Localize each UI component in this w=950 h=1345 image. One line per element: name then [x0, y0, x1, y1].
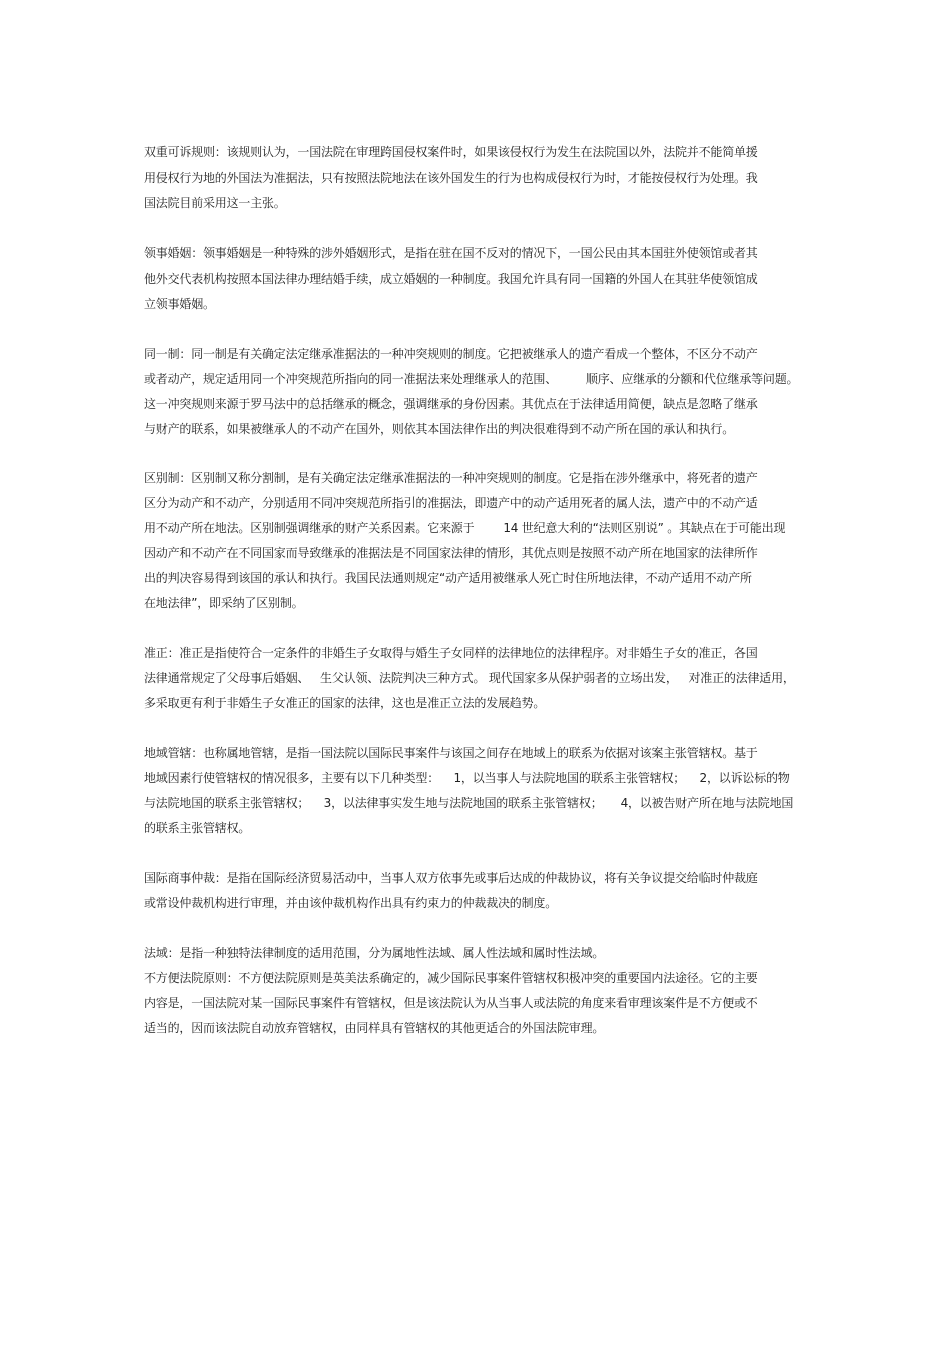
text-line: 用侵权行为地的外国法为准据法，只有按照法院地法在该外国发生的行为也构成侵权行为时，才能按侵权行为处理。我 — [144, 171, 758, 185]
text-line: 的联系主张管辖权。 — [144, 821, 251, 835]
text-line: 与财产的联系，如果被继承人的不动产在国外，则依其本国法律作出的判决很难得到不动产所在国的承认和执行。 — [144, 422, 735, 436]
text-line: 用不动产所在地法。区别制强调继承的财产关系因素。它来源于 14 世纪意大利的“法则区别说” 。其缺点在于可能出现 — [144, 521, 786, 535]
text-line: 或常设仲裁机构进行审理，并由该仲裁机构作出具有约束力的仲裁裁决的制度。 — [144, 896, 558, 910]
text-line: 国法院目前采用这一主张。 — [144, 196, 286, 210]
text-line: 或者动产，规定适用同一个冲突规范所指向的同一准据法来处理继承人的范围、 顺序、应继承的分额和代位继承等问题。 — [144, 372, 799, 386]
text-line: 区分为动产和不动产，分别适用不同冲突规范所指引的准据法，即遗产中的动产适用死者的属人法，遗产中的不动产适 — [144, 496, 758, 510]
text-line: 出的判决容易得到该国的承认和执行。我国民法通则规定“动产适用被继承人死亡时住所地法律，不动产适用不动产所 — [144, 571, 752, 585]
text-line: 国际商事仲裁：是指在国际经济贸易活动中，当事人双方依事先或事后达成的仲裁协议，将有关争议提交给临时仲裁庭 — [144, 871, 758, 885]
text-line: 在地法律”，即采纳了区别制。 — [144, 596, 304, 610]
text-line: 同一制：同一制是有关确定法定继承准据法的一种冲突规则的制度。它把被继承人的遗产看成一个整体，不区分不动产 — [144, 347, 758, 361]
text-line: 领事婚姻：领事婚姻是一种特殊的涉外婚姻形式，是指在驻在国不反对的情况下，一国公民由其本国驻外使领馆或者其 — [144, 246, 758, 260]
text-line: 因动产和不动产在不同国家而导致继承的准据法是不同国家法律的情形，其优点则是按照不动产所在地国家的法律所作 — [144, 546, 758, 560]
text-line: 立领事婚姻。 — [144, 297, 215, 311]
text-line: 这一冲突规则来源于罗马法中的总括继承的概念，强调继承的身份因素。其优点在于法律适用简便，缺点是忽略了继承 — [144, 397, 758, 411]
text-line: 区别制：区别制又称分割制，是有关确定法定继承准据法的一种冲突规则的制度。它是指在涉外继承中，将死者的遗产 — [144, 471, 758, 485]
text-line: 法律通常规定了父母事后婚姻、 生父认领、法院判决三种方式。 现代国家多从保护弱者的立场出发， 对准正的法律适用， — [144, 671, 795, 685]
text-line: 地域因素行使管辖权的情况很多，主要有以下几种类型： 1，以当事人与法院地国的联系主张管辖权； 2，以诉讼标的物 — [144, 771, 790, 785]
text-line: 法域：是指一种独特法律制度的适用范围，分为属地性法域、属人性法域和属时性法域。 — [144, 946, 605, 960]
text-line: 准正：准正是指使符合一定条件的非婚生子女取得与婚生子女同样的法律地位的法律程序。对非婚生子女的准正，各国 — [144, 646, 758, 660]
text-line: 多采取更有利于非婚生子女准正的国家的法律，这也是准正立法的发展趋势。 — [144, 696, 546, 710]
text-line: 地域管辖：也称属地管辖，是指一国法院以国际民事案件与该国之间存在地域上的联系为依据对该案主张管辖权。基于 — [144, 746, 758, 760]
text-line: 内容是，一国法院对某一国际民事案件有管辖权，但是该法院认为从当事人或法院的角度来看审理该案件是不方便或不 — [144, 996, 758, 1010]
text-line: 他外交代表机构按照本国法律办理结婚手续，成立婚姻的一种制度。我国允许具有同一国籍的外国人在其驻华使领馆成 — [144, 272, 758, 286]
text-line: 适当的，因而该法院自动放弃管辖权，由同样具有管辖权的其他更适合的外国法院审理。 — [144, 1021, 605, 1035]
text-line: 不方便法院原则：不方便法院原则是英美法系确定的，减少国际民事案件管辖权积极冲突的重要国内法途径。它的主要 — [144, 971, 758, 985]
text-line: 双重可诉规则：该规则认为，一国法院在审理跨国侵权案件时，如果该侵权行为发生在法院国以外，法院并不能简单援 — [144, 145, 758, 159]
text-line: 与法院地国的联系主张管辖权； 3，以法律事实发生地与法院地国的联系主张管辖权； 4，以被告财产所在地与法院地国 — [144, 796, 794, 810]
